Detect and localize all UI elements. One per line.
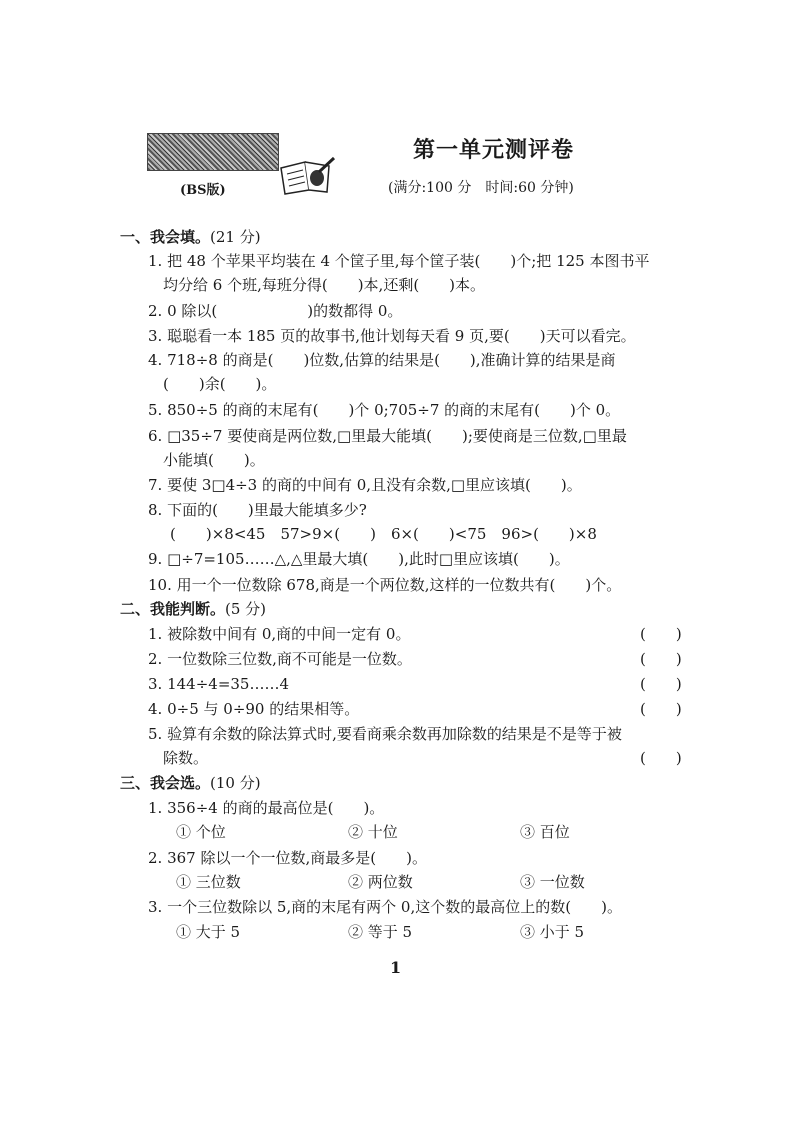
question-1-4: 4. 718÷8 的商是( )位数,估算的结果是( ),准确计算的结果是商 [148, 351, 616, 369]
answer-paren-2-2: ( ) [640, 650, 682, 668]
option-3-2-a: ① 三位数 [176, 873, 241, 891]
option-3-3-c: ③ 小于 5 [520, 923, 585, 941]
option-3-3-a: ① 大于 5 [176, 923, 241, 941]
question-2-3: 3. 144÷4=35……4 [148, 675, 290, 693]
question-2-4: 4. 0÷5 与 0÷90 的结果相等。 [148, 700, 360, 718]
question-1-8: 8. 下面的( )里最大能填多少? [148, 501, 367, 519]
answer-paren-2-1: ( ) [640, 625, 682, 643]
option-3-1-a: ① 个位 [176, 823, 226, 841]
section-2-title: 二、我能判断。 [120, 600, 226, 618]
page-number: 1 [390, 958, 402, 977]
series-logo [147, 133, 279, 171]
question-3-3: 3. 一个三位数除以 5,商的末尾有两个 0,这个数的最高位上的数( )。 [148, 898, 622, 916]
book-pencil-icon [279, 156, 337, 196]
question-2-1: 1. 被除数中间有 0,商的中间一定有 0。 [148, 625, 411, 643]
question-3-1: 1. 356÷4 的商的最高位是( )。 [148, 799, 385, 817]
answer-paren-2-5: ( ) [640, 749, 682, 767]
section-1-heading [120, 227, 261, 247]
question-2-2: 2. 一位数除三位数,商不可能是一位数。 [148, 650, 412, 668]
question-1-3: 3. 聪聪看一本 185 页的故事书,他计划每天看 9 页,要( )天可以看完。 [148, 327, 636, 345]
page-title: 第一单元测评卷 [413, 137, 575, 163]
question-1-6: 6. □35÷7 要使商是两位数,□里最大能填( );要使商是三位数,□里最 [148, 427, 627, 445]
section-2-heading [120, 599, 266, 619]
section-2-points: (5 分) [225, 600, 267, 618]
question-1-7: 7. 要使 3□4÷3 的商的中间有 0,且没有余数,□里应该填( )。 [148, 476, 582, 494]
section-3-points: (10 分) [210, 774, 261, 792]
question-1-6-cont: 小能填( )。 [163, 451, 265, 469]
option-3-2-b: ② 两位数 [348, 873, 413, 891]
question-1-2: 2. 0 除以( )的数都得 0。 [148, 302, 403, 320]
question-1-1-cont: 均分给 6 个班,每班分得( )本,还剩( )本。 [163, 276, 486, 294]
edition-label: (BS版) [180, 183, 226, 198]
section-1-title: 一、我会填。 [120, 228, 211, 246]
option-3-1-b: ② 十位 [348, 823, 398, 841]
answer-paren-2-3: ( ) [640, 675, 682, 693]
answer-paren-2-4: ( ) [640, 700, 682, 718]
question-2-5-cont: 除数。 [163, 749, 209, 767]
question-2-5: 5. 验算有余数的除法算式时,要看商乘余数再加除数的结果是不是等于被 [148, 725, 622, 743]
section-3-heading [120, 773, 261, 793]
option-3-2-c: ③ 一位数 [520, 873, 585, 891]
question-1-4-cont: ( )余( )。 [163, 375, 277, 393]
option-3-3-b: ② 等于 5 [348, 923, 413, 941]
option-3-1-c: ③ 百位 [520, 823, 570, 841]
question-1-9: 9. □÷7=105……△,△里最大填( ),此时□里应该填( )。 [148, 550, 570, 568]
section-1-points: (21 分) [210, 228, 261, 246]
question-3-2: 2. 367 除以一个一位数,商最多是( )。 [148, 849, 427, 867]
question-1-10: 10. 用一个一位数除 678,商是一个两位数,这样的一位数共有( )个。 [148, 576, 622, 594]
question-1-8-items: ( )×8<45 57>9×( ) 6×( )<75 96>( )×8 [170, 525, 597, 543]
section-3-title: 三、我会选。 [120, 774, 211, 792]
question-1-1: 1. 把 48 个苹果平均装在 4 个筐子里,每个筐子装( )个;把 125 本图书平 [148, 252, 650, 270]
score-time-info: (满分:100 分 时间:60 分钟) [388, 180, 574, 196]
question-1-5: 5. 850÷5 的商的末尾有( )个 0;705÷7 的商的末尾有( )个 0。 [148, 401, 621, 419]
